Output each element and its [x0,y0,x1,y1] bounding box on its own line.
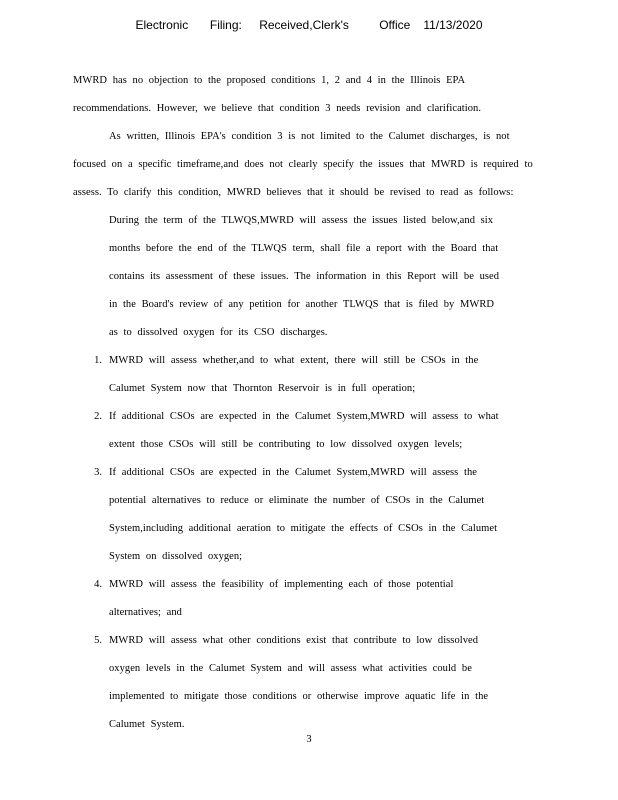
list-item-line: oxygen levels in the Calumet System and will assess what activities could be [109,663,472,674]
electronic-filing-header: Electronic Filing: Received,Clerk's Office 11/13/2020 [135,18,483,32]
list-item-line: Calumet System. [109,719,185,730]
list-item-number: 3. [94,467,102,478]
list-item-line: extent those CSOs will still be contributing to low dissolved oxygen levels; [109,439,463,450]
list-item-line: MWRD will assess what other conditions exist that contribute to low dissolved [109,635,479,646]
list-item-line: MWRD will assess whether,and to what extent, there will still be CSOs in the [109,355,479,366]
paragraph-1-line-2: recommendations. However, we believe that condition 3 needs revision and clarification. [73,103,482,114]
list-item-line: If additional CSOs are expected in the Calumet System,MWRD will assess the [109,467,477,478]
block-quote-line-1: During the term of the TLWQS,MWRD will assess the issues listed below,and six [109,215,494,226]
paragraph-1-line-1: MWRD has no objection to the proposed conditions 1, 2 and 4 in the Illinois EPA [73,75,466,86]
block-quote-line-3: contains its assessment of these issues. The information in this Report will be used [109,271,500,282]
page-number: 3 [306,734,312,745]
block-quote-line-5: as to dissolved oxygen for its CSO discharges. [109,327,328,338]
list-item-number: 5. [94,635,102,646]
paragraph-2-line-2: focused on a specific timeframe,and does not clearly specify the issues that MWRD is required to [73,159,533,170]
list-item-number: 4. [94,579,102,590]
block-quote-line-2: months before the end of the TLWQS term, shall file a report with the Board that [109,243,499,254]
list-item-number: 1. [94,355,102,366]
list-item-number: 2. [94,411,102,422]
list-item-line: implemented to mitigate those conditions or otherwise improve aquatic life in the [109,691,489,702]
list-item-line: System,including additional aeration to mitigate the effects of CSOs in the Calumet [109,523,498,534]
paragraph-2-line-1: As written, Illinois EPA's condition 3 is not limited to the Calumet discharges, is not [109,131,510,142]
list-item-line: potential alternatives to reduce or eliminate the number of CSOs in the Calumet [109,495,485,506]
list-item-line: MWRD will assess the feasibility of implementing each of those potential [109,579,454,590]
list-item-line: System on dissolved oxygen; [109,551,243,562]
block-quote-line-4: in the Board's review of any petition for another TLWQS that is filed by MWRD [109,299,495,310]
list-item-line: If additional CSOs are expected in the Calumet System,MWRD will assess to what [109,411,499,422]
list-item-line: alternatives; and [109,607,182,618]
paragraph-2-line-3: assess. To clarify this condition, MWRD believes that it should be revised to read as follows: [73,187,514,198]
list-item-line: Calumet System now that Thornton Reservoir is in full operation; [109,383,416,394]
